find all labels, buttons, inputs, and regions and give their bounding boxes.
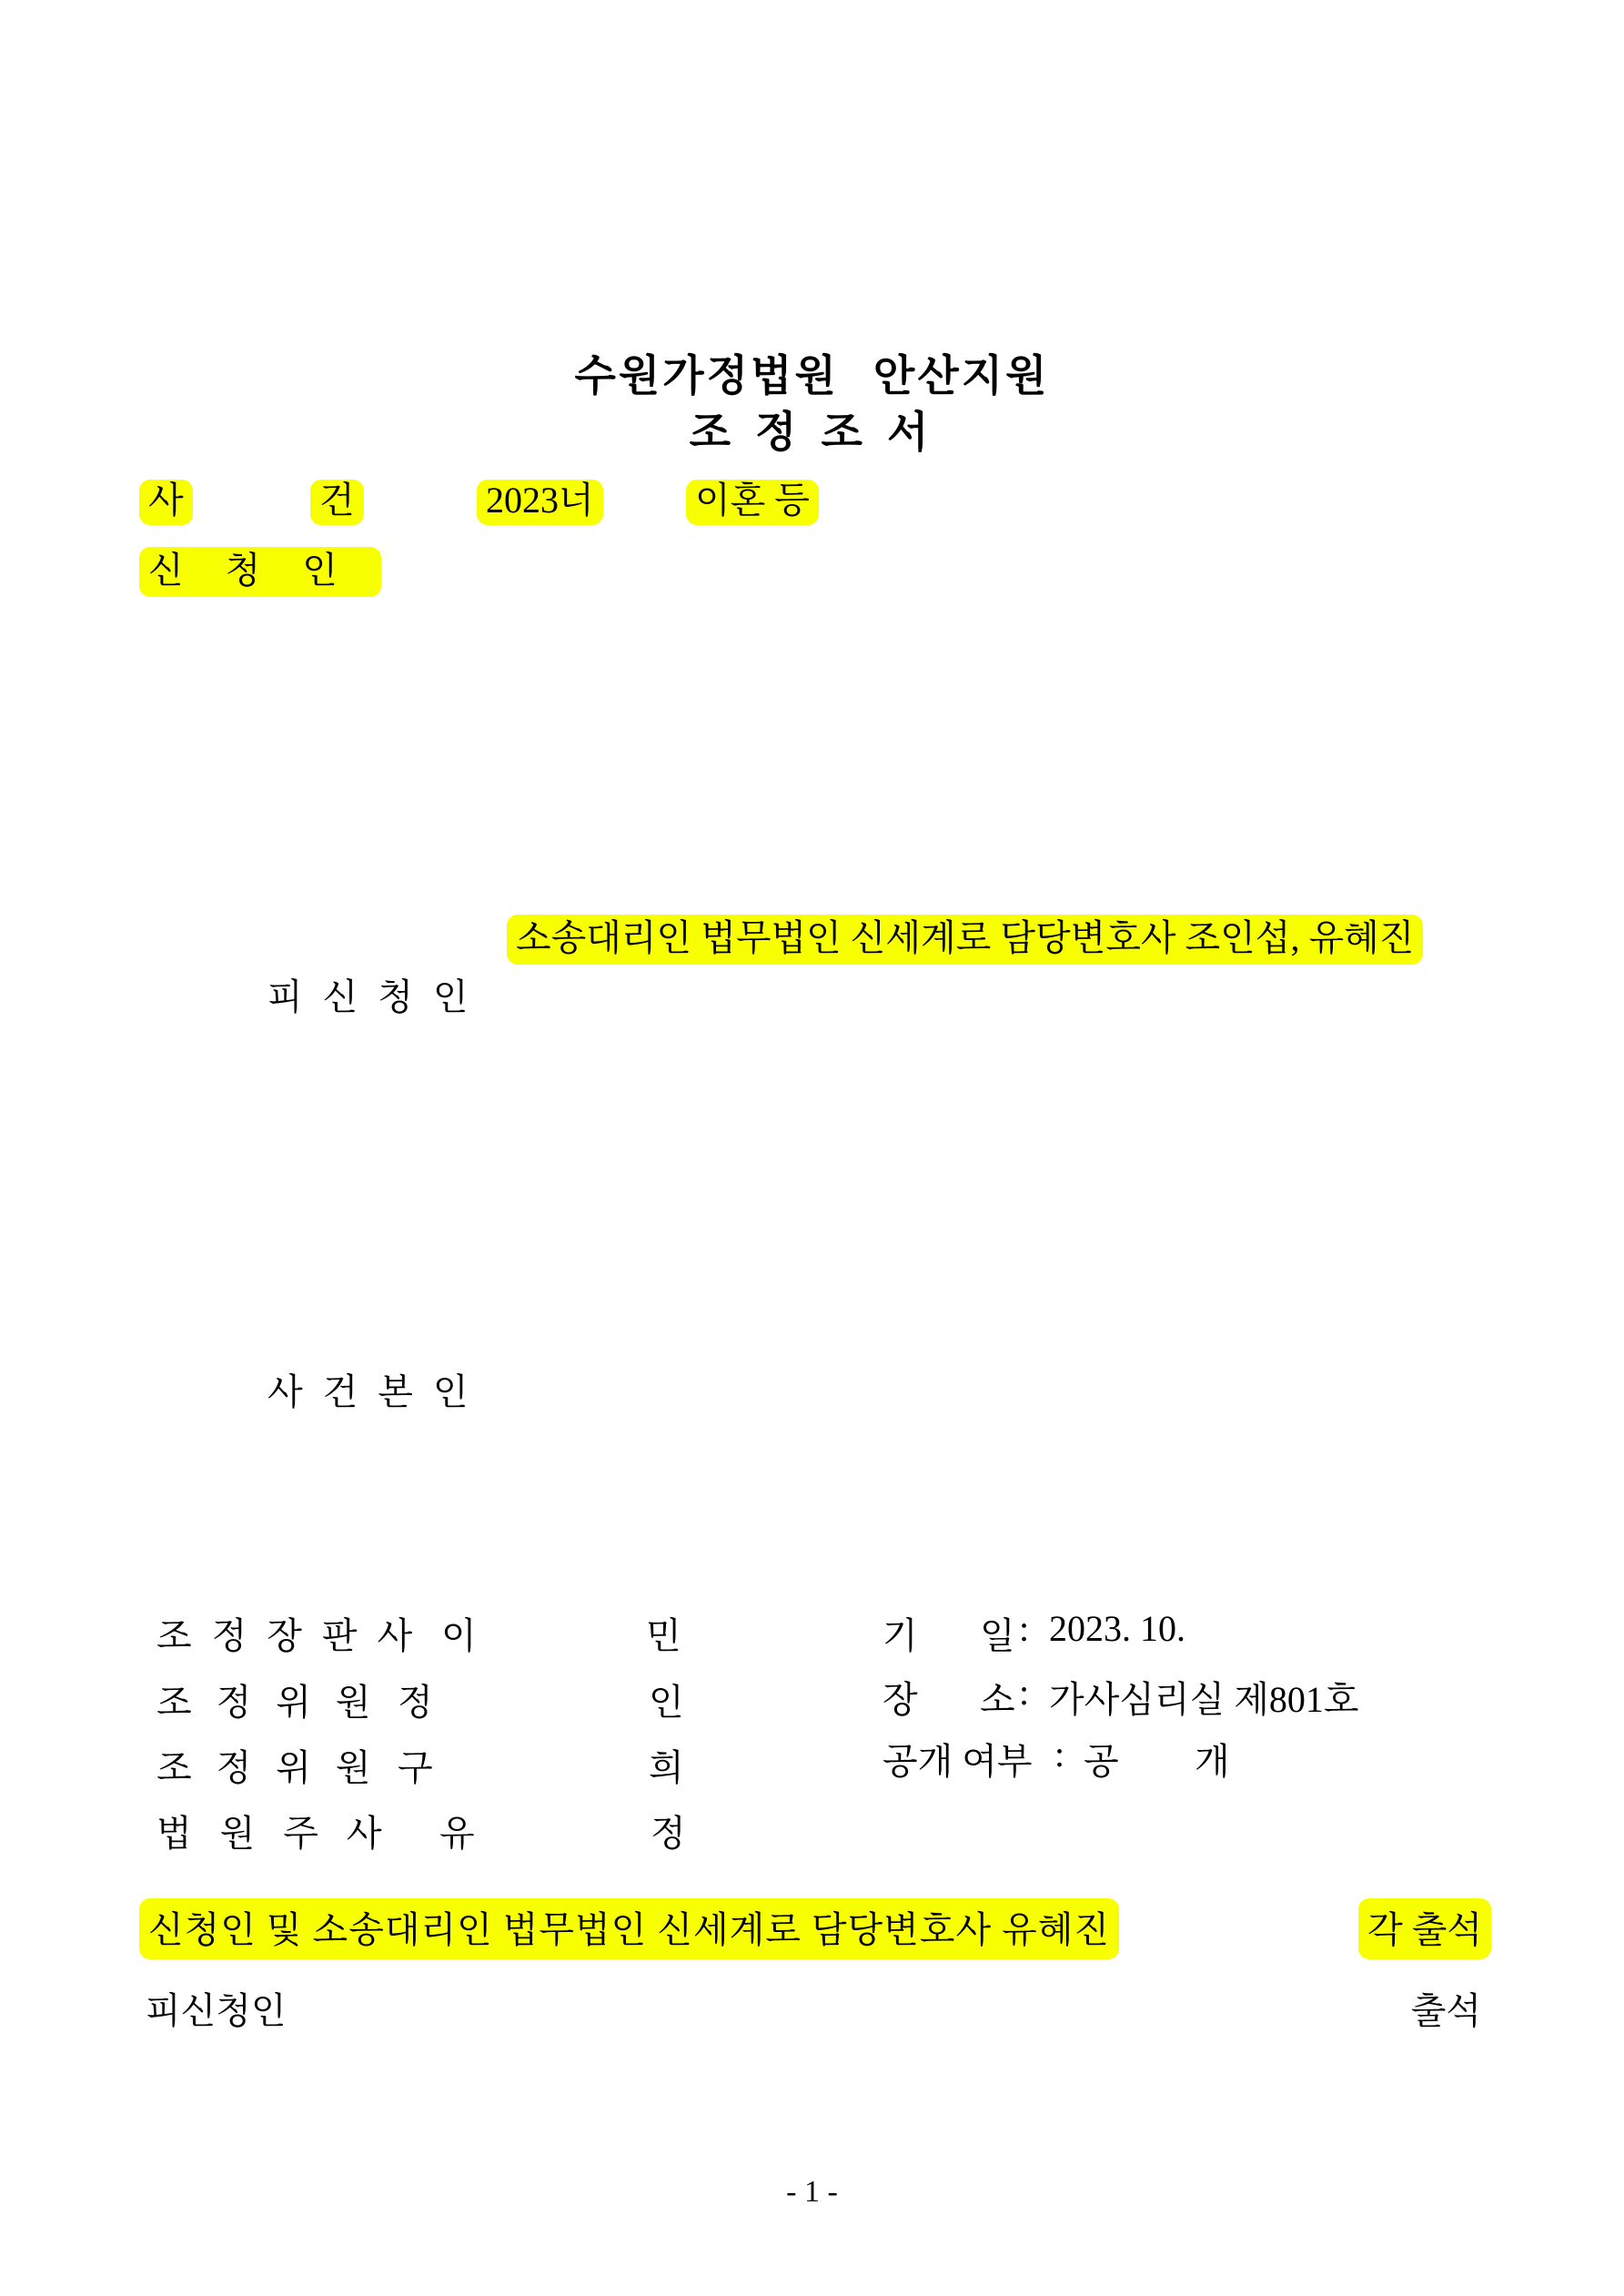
applicant-representative: 소송대리인 법무법인 신세계로 담당변호사 조인섭, 유혜진 xyxy=(507,915,1423,965)
attendance-applicant-text: 신청인 및 소송대리인 법무법인 신세계로 담당변호사 유혜진 xyxy=(139,1898,1119,1959)
panel-row-presiding-judge xyxy=(156,1607,757,1654)
disclosure-label: 공개 여부 xyxy=(883,1741,1033,1782)
place-separator: : xyxy=(1019,1672,1030,1713)
attendance-respondent-text: 피신청인 xyxy=(146,1990,287,2031)
place-value: 가사심리실 제801호 xyxy=(1049,1679,1359,1720)
case-number: 2023너 xyxy=(477,480,603,525)
session-date-row xyxy=(883,1607,1447,1654)
respondent-label: 피신청인 xyxy=(267,976,489,1017)
attendance-applicant-status: 각 출석 xyxy=(1358,1898,1491,1959)
panel-name-surname: 정 xyxy=(398,1682,433,1723)
case-label-second: 건 xyxy=(310,480,364,525)
date-value: 2023. 10. xyxy=(1049,1608,1185,1649)
respondent-line xyxy=(151,943,489,1052)
disclosure-value-second: 개 xyxy=(1195,1741,1230,1782)
panel-row-commissioner-1 xyxy=(156,1674,757,1721)
attendance-line-respondent xyxy=(0,1982,1624,2035)
attendance-respondent-status: 출석 xyxy=(1410,1990,1481,2031)
panel-name-surname: 이 xyxy=(441,1615,477,1656)
applicant-line xyxy=(139,552,381,589)
panel-role: 조정위원 xyxy=(156,1682,396,1723)
representative-line xyxy=(470,884,1423,993)
disclosure-value-first: 공 xyxy=(1084,1741,1119,1782)
applicant-label: 신청인 xyxy=(139,547,381,597)
panel-row-commissioner-2 xyxy=(156,1739,757,1786)
panel-name-given: 희 xyxy=(649,1747,684,1788)
disclosure-separator: : xyxy=(1054,1734,1065,1775)
case-name: 이혼 등 xyxy=(686,480,819,525)
panel-name-given: 인 xyxy=(649,1682,684,1723)
date-label-first: 기 xyxy=(883,1615,918,1656)
case-line xyxy=(0,480,1624,531)
place-label-first: 장 xyxy=(883,1679,918,1720)
panel-row-court-clerk xyxy=(156,1805,757,1852)
court-name: 수원가정법원 안산지원 xyxy=(574,351,1050,400)
panel-name-surname: 구 xyxy=(398,1747,433,1788)
place-label-second: 소 xyxy=(980,1679,1015,1720)
date-label-second: 일 xyxy=(980,1615,1015,1656)
case-principal-label: 사건본인 xyxy=(267,1371,489,1412)
case-principal-line xyxy=(151,1338,489,1447)
case-label-first: 사 xyxy=(139,480,193,525)
attendance-line-applicant xyxy=(0,1898,1624,1951)
panel-name-given: 정 xyxy=(651,1813,686,1854)
session-disclosure-row xyxy=(883,1733,1447,1780)
page-number: - 1 - xyxy=(786,2175,838,2209)
session-place-row xyxy=(883,1671,1447,1718)
panel-role: 조정장판사 xyxy=(156,1615,433,1656)
panel-name-given: 민 xyxy=(646,1615,681,1656)
panel-role: 법원주사 xyxy=(156,1813,410,1854)
date-separator: : xyxy=(1019,1608,1030,1649)
panel-name-surname: 유 xyxy=(439,1813,475,1854)
panel-role: 조정위원 xyxy=(156,1747,396,1788)
document-title: 조 정 조 서 xyxy=(689,408,935,456)
